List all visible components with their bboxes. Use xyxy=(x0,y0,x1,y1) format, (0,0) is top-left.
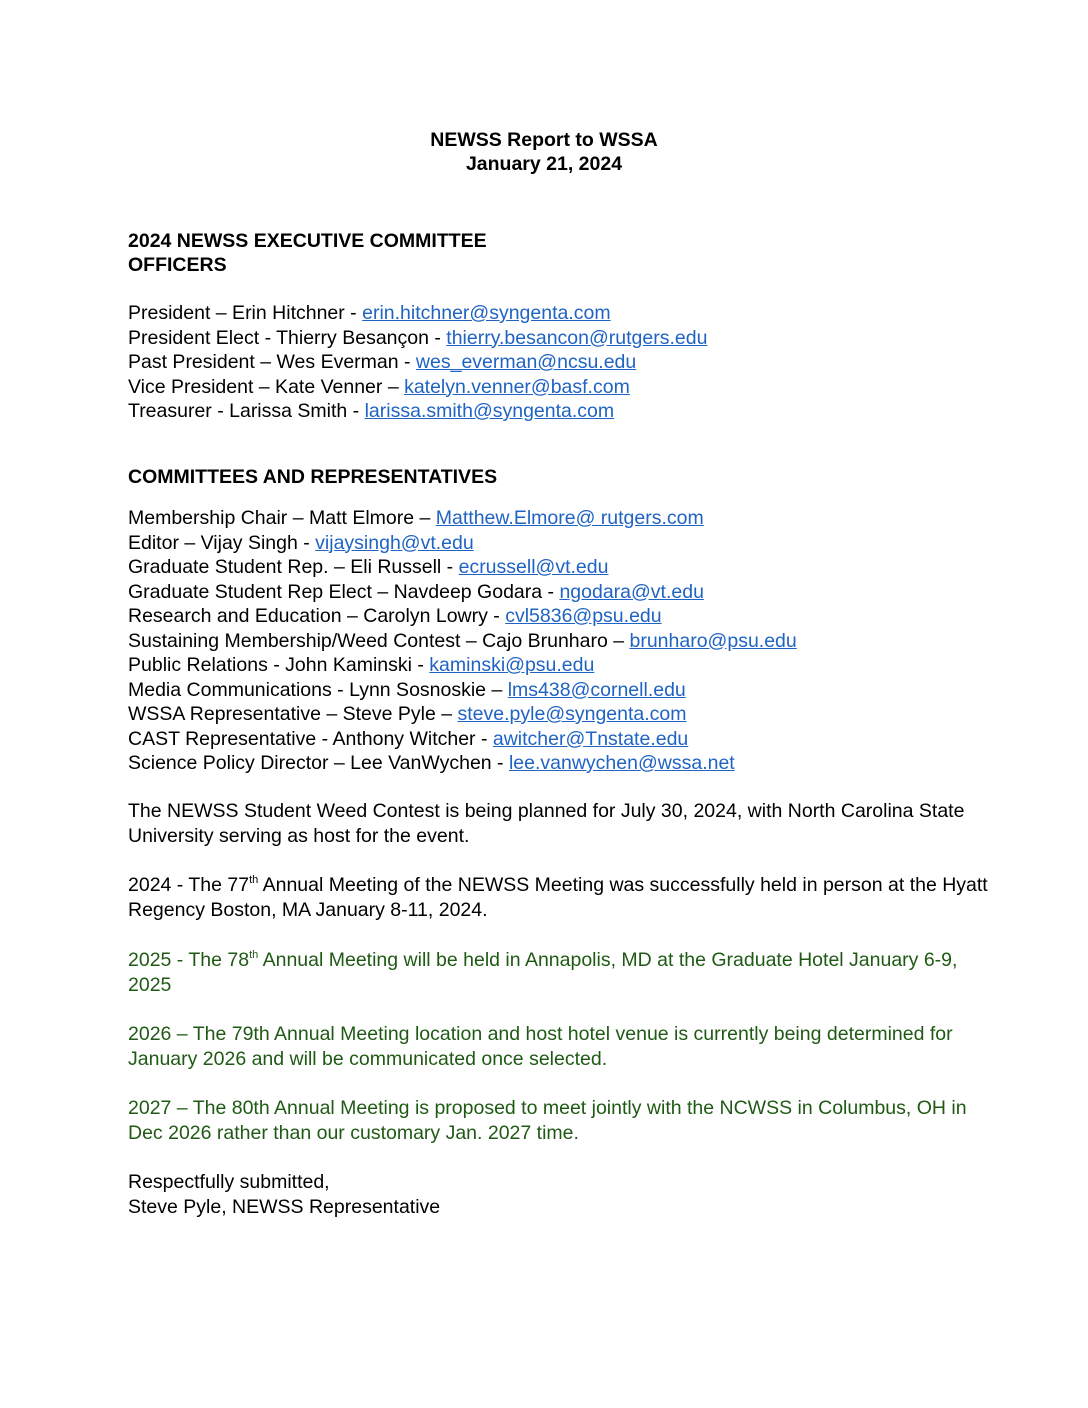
list-item xyxy=(128,604,988,629)
member-label: CAST Representative - Anthony Witcher - xyxy=(128,727,493,750)
meeting-2025-paragraph xyxy=(128,948,988,997)
meeting-2026-paragraph xyxy=(128,1022,988,1071)
list-item xyxy=(128,727,988,752)
paragraph-text xyxy=(128,873,988,922)
email-link[interactable]: larissa.smith@syngenta.com xyxy=(364,400,615,422)
email-link[interactable]: katelyn.venner@basf.com xyxy=(404,375,630,398)
list-item xyxy=(128,653,988,678)
report-date: January 21, 2024 xyxy=(465,153,623,175)
officers-heading: OFFICERS xyxy=(128,254,227,276)
list-item xyxy=(128,580,988,605)
member-label: Graduate Student Rep Elect – Navdeep Godara - xyxy=(128,580,560,603)
list-item xyxy=(128,301,988,326)
member-label: Graduate Student Rep. – Eli Russell - xyxy=(128,556,459,578)
paragraph-part: Annual Meeting will be held in Annapolis, MD at the Graduate Hotel January 6-9, 2025 xyxy=(128,949,958,996)
member-label: WSSA Representative – Steve Pyle – xyxy=(128,703,458,725)
member-label: Research and Education – Carolyn Lowry - xyxy=(128,605,506,627)
list-item xyxy=(128,678,988,703)
list-item xyxy=(128,702,988,727)
email-link[interactable]: lms438@cornell.edu xyxy=(507,678,686,701)
email-link[interactable]: lee.vanwychen@wssa.net xyxy=(508,752,735,774)
member-label: Science Policy Director – Lee VanWychen - xyxy=(128,752,509,774)
list-item xyxy=(128,399,988,424)
paragraph-text xyxy=(128,948,988,997)
paragraph-part: 2024 - The 77 xyxy=(128,874,250,896)
member-label: Sustaining Membership/Weed Contest – Cajo Brunharo – xyxy=(128,629,630,652)
member-label: Media Communications - Lynn Sosnoskie – xyxy=(128,678,508,701)
meeting-2024-paragraph xyxy=(128,873,988,922)
list-item xyxy=(128,531,988,556)
officer-label: Vice President – Kate Venner – xyxy=(128,375,405,398)
committees-list xyxy=(128,506,988,776)
committees-heading: COMMITTEES AND REPRESENTATIVES xyxy=(128,466,498,488)
member-label: Membership Chair – Matt Elmore – xyxy=(128,507,436,529)
officer-label: President Elect - Thierry Besançon - xyxy=(128,326,447,349)
email-link[interactable]: erin.hitchner@syngenta.com xyxy=(362,302,611,324)
paragraph-part: Annual Meeting of the NEWSS Meeting was successfully held in person at the Hyatt Regency Boston, MA January 8-11, 2024. xyxy=(128,874,988,921)
list-item xyxy=(128,555,988,580)
officer-label: Treasurer - Larissa Smith - xyxy=(128,400,365,422)
list-item xyxy=(128,751,988,776)
meeting-2027-paragraph xyxy=(128,1096,988,1145)
email-link[interactable]: Matthew.Elmore@ rutgers.com xyxy=(435,507,704,529)
email-link[interactable]: cvl5836@psu.edu xyxy=(505,605,662,627)
email-link[interactable]: kaminski@psu.edu xyxy=(429,654,595,676)
email-link[interactable]: ngodara@vt.edu xyxy=(559,580,704,603)
officer-label: Past President – Wes Everman - xyxy=(128,351,416,373)
weed-contest-paragraph xyxy=(128,799,988,848)
paragraph-text: The NEWSS Student Weed Contest is being planned for July 30, 2024, with North Carolina State University serving as host for the event. xyxy=(128,800,965,847)
executive-heading: 2024 NEWSS EXECUTIVE COMMITTEE xyxy=(128,230,487,252)
signoff-line: Respectfully submitted, xyxy=(128,1171,330,1193)
list-item xyxy=(128,506,988,531)
officer-label: President – Erin Hitchner - xyxy=(128,302,363,324)
list-item xyxy=(128,375,988,400)
paragraph-part: 2025 - The 78 xyxy=(128,949,250,971)
email-link[interactable]: ecrussell@vt.edu xyxy=(458,556,609,578)
email-link[interactable]: brunharo@psu.edu xyxy=(629,629,797,652)
list-item xyxy=(128,326,988,351)
member-label: Public Relations - John Kaminski - xyxy=(128,654,430,676)
report-title: NEWSS Report to WSSA xyxy=(430,129,658,151)
paragraph-text: 2027 – The 80th Annual Meeting is proposed to meet jointly with the NCWSS in Columbus, OH in Dec 2026 rather than our customary Jan. 2027 time. xyxy=(128,1097,967,1144)
ordinal-suffix: th xyxy=(249,873,259,886)
signoff xyxy=(128,1170,988,1219)
email-link[interactable]: wes_everman@ncsu.edu xyxy=(415,351,637,373)
officers-list xyxy=(128,301,988,424)
paragraph-text: 2026 – The 79th Annual Meeting location and host hotel venue is currently being determined for January 2026 and will be communicated once selected. xyxy=(128,1023,953,1070)
email-link[interactable]: thierry.besancon@rutgers.edu xyxy=(446,326,708,349)
email-link[interactable]: awitcher@Tnstate.edu xyxy=(492,727,689,750)
signoff-name: Steve Pyle, NEWSS Representative xyxy=(128,1195,441,1218)
email-link[interactable]: steve.pyle@syngenta.com xyxy=(457,703,687,725)
list-item xyxy=(128,350,988,375)
list-item xyxy=(128,629,988,654)
email-link[interactable]: vijaysingh@vt.edu xyxy=(315,531,474,554)
member-label: Editor – Vijay Singh - xyxy=(128,531,316,554)
ordinal-suffix: th xyxy=(249,948,259,961)
